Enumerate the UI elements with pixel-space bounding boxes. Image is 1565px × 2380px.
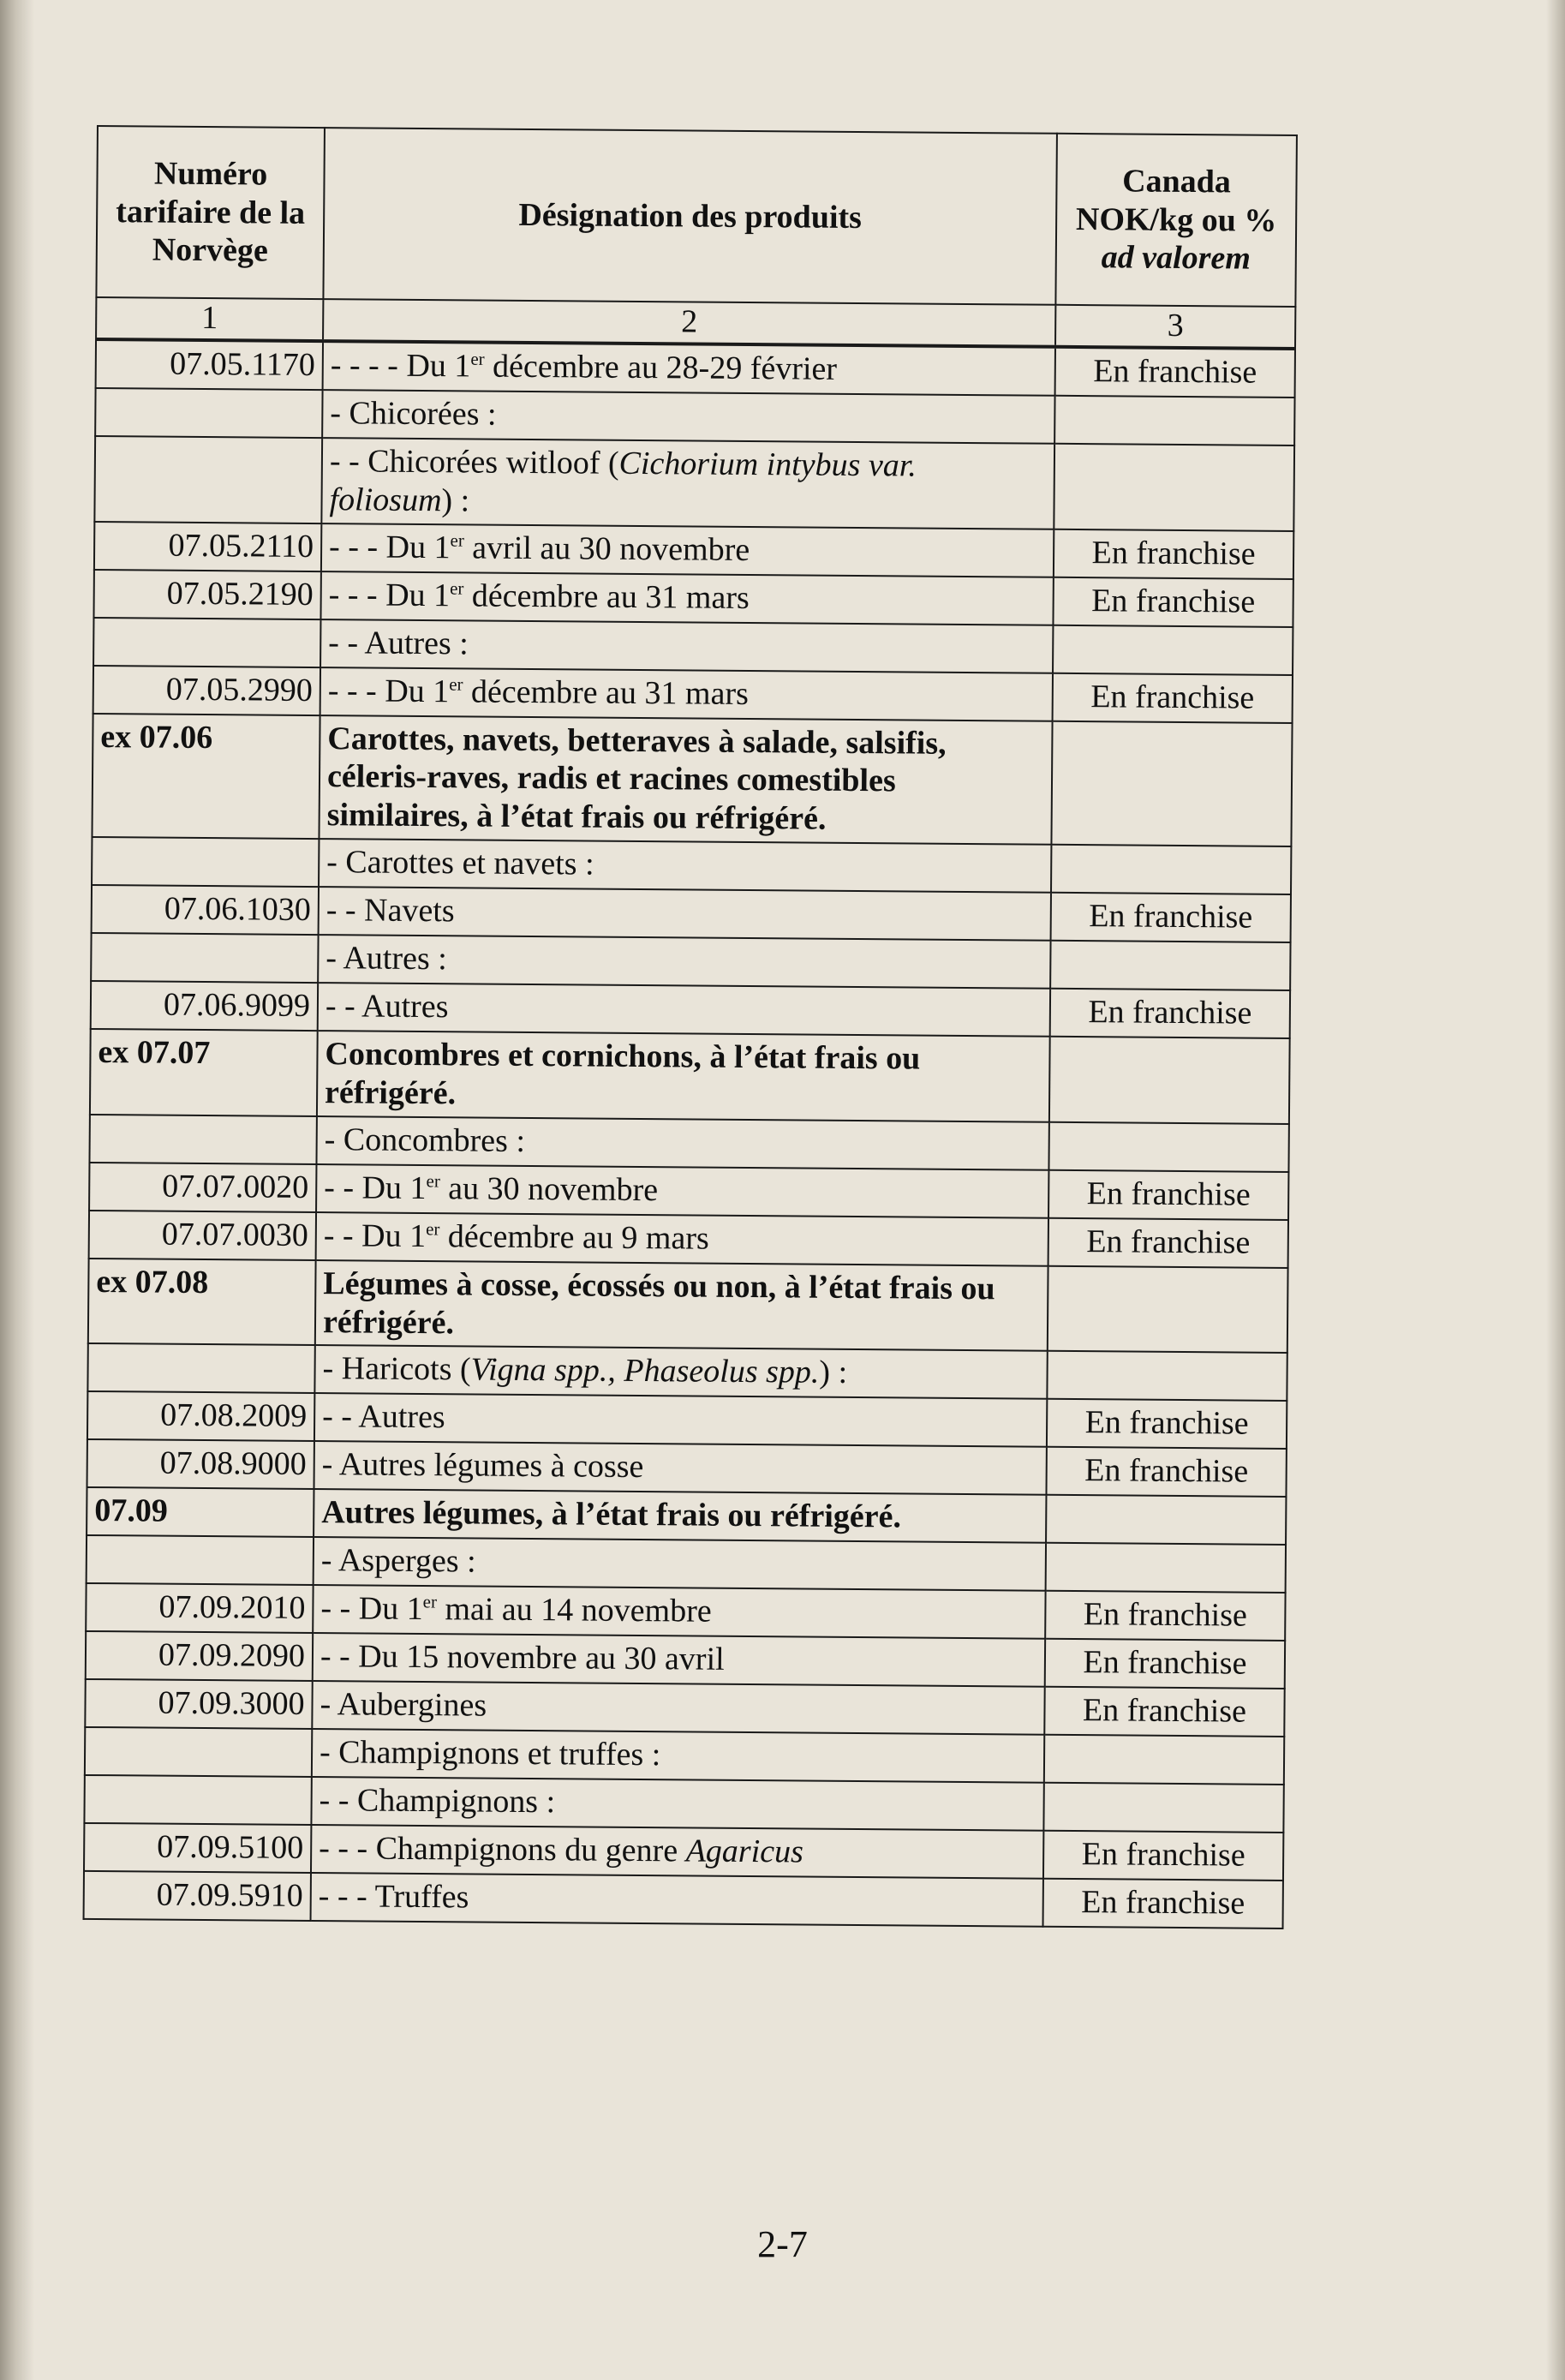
ordinal-superscript: er bbox=[449, 673, 463, 695]
product-description bbox=[314, 1345, 1047, 1399]
tariff-code: 07.08.2009 bbox=[87, 1391, 314, 1441]
page-number: 2-7 bbox=[757, 2223, 808, 2265]
table-row bbox=[92, 714, 1292, 846]
tariff-code bbox=[89, 1115, 316, 1164]
duty-rate bbox=[1054, 396, 1294, 446]
column-number-2: 2 bbox=[323, 299, 1055, 347]
description-text-rest: décembre au 28-29 février bbox=[484, 348, 838, 387]
tariff-code: 07.07.0020 bbox=[89, 1163, 316, 1212]
duty-rate: En franchise bbox=[1045, 1639, 1285, 1689]
duty-rate bbox=[1047, 1351, 1287, 1401]
description-text-rest: décembre au 9 mars bbox=[439, 1217, 709, 1257]
description-text: - Carottes et navets : bbox=[326, 844, 594, 882]
tariff-code: 07.09 bbox=[87, 1487, 314, 1537]
duty-rate bbox=[1053, 625, 1293, 674]
product-description bbox=[316, 1116, 1048, 1170]
description-text: - - Du 1 bbox=[324, 1169, 427, 1206]
product-description bbox=[321, 523, 1054, 577]
description-text: - - Navets bbox=[326, 892, 455, 930]
page-edge-right bbox=[1546, 0, 1565, 2380]
product-description bbox=[314, 1441, 1047, 1495]
header-tariff-number: Numéro tarifaire de la Norvège bbox=[96, 126, 325, 299]
header-product-designation: Désignation des produits bbox=[323, 128, 1057, 305]
tariff-code: 07.09.3000 bbox=[85, 1679, 312, 1729]
tariff-code: 07.05.2110 bbox=[94, 522, 321, 571]
duty-rate: En franchise bbox=[1048, 1218, 1288, 1268]
tariff-code: 07.07.0030 bbox=[89, 1211, 316, 1260]
tariff-sheet bbox=[83, 125, 1296, 1929]
duty-rate bbox=[1046, 1495, 1286, 1545]
product-description bbox=[316, 1164, 1048, 1218]
tariff-code bbox=[95, 388, 322, 438]
product-description bbox=[314, 1537, 1046, 1591]
tariff-code: 07.08.9000 bbox=[87, 1439, 314, 1489]
column-number-3: 3 bbox=[1055, 305, 1295, 349]
duty-rate: En franchise bbox=[1046, 1447, 1286, 1497]
duty-rate bbox=[1051, 845, 1291, 894]
header-ad-valorem: ad valorem bbox=[1101, 239, 1251, 277]
tariff-code: ex 07.07 bbox=[90, 1029, 318, 1116]
table-row bbox=[88, 1259, 1288, 1354]
description-text: - - Du 1 bbox=[323, 1217, 427, 1254]
ordinal-superscript: er bbox=[426, 1218, 440, 1240]
description-text: - - - Champignons du genre bbox=[319, 1830, 686, 1869]
product-description bbox=[311, 1825, 1043, 1879]
description-text: - - Du 15 novembre au 30 avril bbox=[320, 1638, 725, 1678]
table-row bbox=[94, 436, 1294, 531]
tariff-code: 07.09.5910 bbox=[84, 1871, 311, 1921]
ordinal-superscript: er bbox=[422, 1591, 438, 1612]
tariff-code: 07.09.2010 bbox=[86, 1583, 313, 1633]
duty-rate bbox=[1046, 1543, 1286, 1593]
duty-rate: En franchise bbox=[1050, 989, 1290, 1038]
duty-rate: En franchise bbox=[1053, 577, 1293, 626]
tariff-code bbox=[91, 933, 318, 983]
duty-rate bbox=[1049, 1037, 1290, 1124]
description-text: - Concombres : bbox=[324, 1121, 526, 1159]
tariff-code: 07.06.9099 bbox=[91, 981, 318, 1031]
scientific-name: Agaricus bbox=[685, 1833, 804, 1870]
duty-rate: En franchise bbox=[1043, 1879, 1283, 1929]
description-text: - - Chicorées witloof ( bbox=[329, 443, 619, 481]
product-description bbox=[319, 887, 1051, 941]
ordinal-superscript: er bbox=[450, 577, 464, 599]
duty-rate: En franchise bbox=[1044, 1687, 1284, 1737]
table-row bbox=[84, 1871, 1283, 1929]
scientific-name: Cichorium intybus var. foliosum bbox=[329, 445, 917, 519]
duty-rate: En franchise bbox=[1054, 529, 1293, 578]
description-text: - Champignons et truffes : bbox=[319, 1734, 661, 1773]
description-text: - - - - Du 1 bbox=[330, 347, 471, 385]
heading-description: Autres légumes, à l’état frais ou réfrigéré. bbox=[314, 1489, 1046, 1543]
product-description bbox=[319, 839, 1051, 893]
product-description bbox=[323, 341, 1055, 396]
column-number-1: 1 bbox=[96, 297, 323, 341]
tariff-code: 07.05.1170 bbox=[96, 339, 323, 390]
tariff-code bbox=[87, 1343, 314, 1393]
description-text: - Chicorées : bbox=[330, 395, 497, 433]
description-text: - - Autres bbox=[325, 988, 449, 1026]
ordinal-superscript: er bbox=[450, 529, 464, 551]
tariff-code: 07.09.5100 bbox=[84, 1823, 311, 1873]
header-canada-rate-label: Canada NOK/kg ou % bbox=[1075, 163, 1277, 239]
tariff-code: 07.09.2090 bbox=[86, 1631, 313, 1681]
duty-rate: En franchise bbox=[1053, 673, 1293, 722]
heading-description: Concombres et cornichons, à l’état frais ou réfrigéré. bbox=[317, 1031, 1050, 1121]
tariff-code bbox=[94, 436, 322, 523]
product-description bbox=[316, 1212, 1048, 1266]
duty-rate bbox=[1048, 1122, 1288, 1172]
duty-rate: En franchise bbox=[1048, 1170, 1288, 1220]
description-text-rest: au 30 novembre bbox=[439, 1169, 659, 1208]
tariff-code: ex 07.08 bbox=[88, 1259, 316, 1346]
description-text-rest: mai au 14 novembre bbox=[436, 1591, 712, 1630]
duty-rate bbox=[1054, 444, 1294, 531]
product-description bbox=[313, 1633, 1045, 1687]
product-description bbox=[312, 1681, 1044, 1735]
product-description bbox=[312, 1729, 1044, 1783]
description-text-rest: décembre au 31 mars bbox=[463, 673, 750, 712]
ordinal-superscript: er bbox=[470, 348, 485, 369]
description-text: - - Autres : bbox=[328, 624, 469, 662]
description-text-rest: ) : bbox=[441, 482, 470, 519]
description-text: - - - Truffes bbox=[318, 1878, 469, 1916]
scientific-name: Vigna spp., Phaseolus spp. bbox=[470, 1351, 820, 1391]
product-description bbox=[311, 1777, 1043, 1831]
product-description bbox=[320, 619, 1053, 673]
tariff-code bbox=[85, 1727, 312, 1777]
heading-description: Carottes, navets, betteraves à salade, salsifis, céleris-raves, radis et racines comestibles similaires, à l’état frais ou réfrigéré. bbox=[319, 715, 1052, 845]
description-text: - - - Du 1 bbox=[328, 528, 451, 565]
description-text: - - Autres bbox=[322, 1398, 445, 1436]
duty-rate: En franchise bbox=[1043, 1831, 1283, 1881]
product-description bbox=[320, 667, 1053, 721]
heading-description: Légumes à cosse, écossés ou non, à l’état frais ou réfrigéré. bbox=[315, 1260, 1048, 1351]
duty-rate bbox=[1050, 941, 1290, 990]
description-text: - Asperges : bbox=[320, 1542, 476, 1580]
duty-rate: En franchise bbox=[1045, 1591, 1285, 1641]
description-text: - Autres : bbox=[326, 940, 447, 978]
description-text: - - - Du 1 bbox=[327, 672, 450, 709]
table-row bbox=[90, 1029, 1290, 1124]
duty-rate bbox=[1048, 1266, 1288, 1354]
header-canada-rate bbox=[1055, 134, 1297, 307]
product-description bbox=[321, 438, 1054, 529]
duty-rate: En franchise bbox=[1051, 893, 1291, 942]
description-text-rest: ) : bbox=[819, 1354, 848, 1391]
description-text: - - Champignons : bbox=[319, 1782, 556, 1821]
product-description bbox=[322, 390, 1054, 444]
description-text: - Haricots ( bbox=[322, 1350, 471, 1388]
product-description bbox=[318, 935, 1050, 989]
tariff-code: 07.06.1030 bbox=[92, 885, 319, 935]
description-text-rest: décembre au 31 mars bbox=[463, 577, 750, 616]
page-edge-left bbox=[0, 0, 34, 2380]
product-description bbox=[318, 983, 1050, 1037]
duty-rate bbox=[1044, 1735, 1284, 1785]
tariff-code bbox=[84, 1775, 311, 1825]
tariff-code bbox=[87, 1535, 314, 1585]
product-description bbox=[320, 571, 1053, 625]
duty-rate: En franchise bbox=[1047, 1399, 1287, 1449]
description-text-rest: avril au 30 novembre bbox=[463, 529, 750, 568]
duty-rate bbox=[1051, 721, 1292, 846]
tariff-code: ex 07.06 bbox=[92, 714, 320, 840]
tariff-code bbox=[92, 837, 319, 887]
description-text: - Autres légumes à cosse bbox=[321, 1446, 644, 1486]
description-text: - Aubergines bbox=[320, 1686, 487, 1725]
tariff-rows bbox=[84, 339, 1295, 1929]
duty-rate: En franchise bbox=[1055, 347, 1295, 398]
product-description bbox=[314, 1393, 1047, 1447]
product-description bbox=[313, 1585, 1045, 1639]
tariff-code: 07.05.2190 bbox=[93, 570, 320, 619]
description-text: - - - Du 1 bbox=[328, 576, 451, 613]
tariff-code bbox=[93, 618, 320, 667]
product-description bbox=[311, 1873, 1043, 1927]
ordinal-superscript: er bbox=[426, 1170, 440, 1192]
tariff-table bbox=[83, 125, 1298, 1929]
tariff-code: 07.05.2990 bbox=[93, 666, 320, 715]
duty-rate bbox=[1043, 1783, 1283, 1833]
description-text: - - Du 1 bbox=[320, 1590, 423, 1628]
